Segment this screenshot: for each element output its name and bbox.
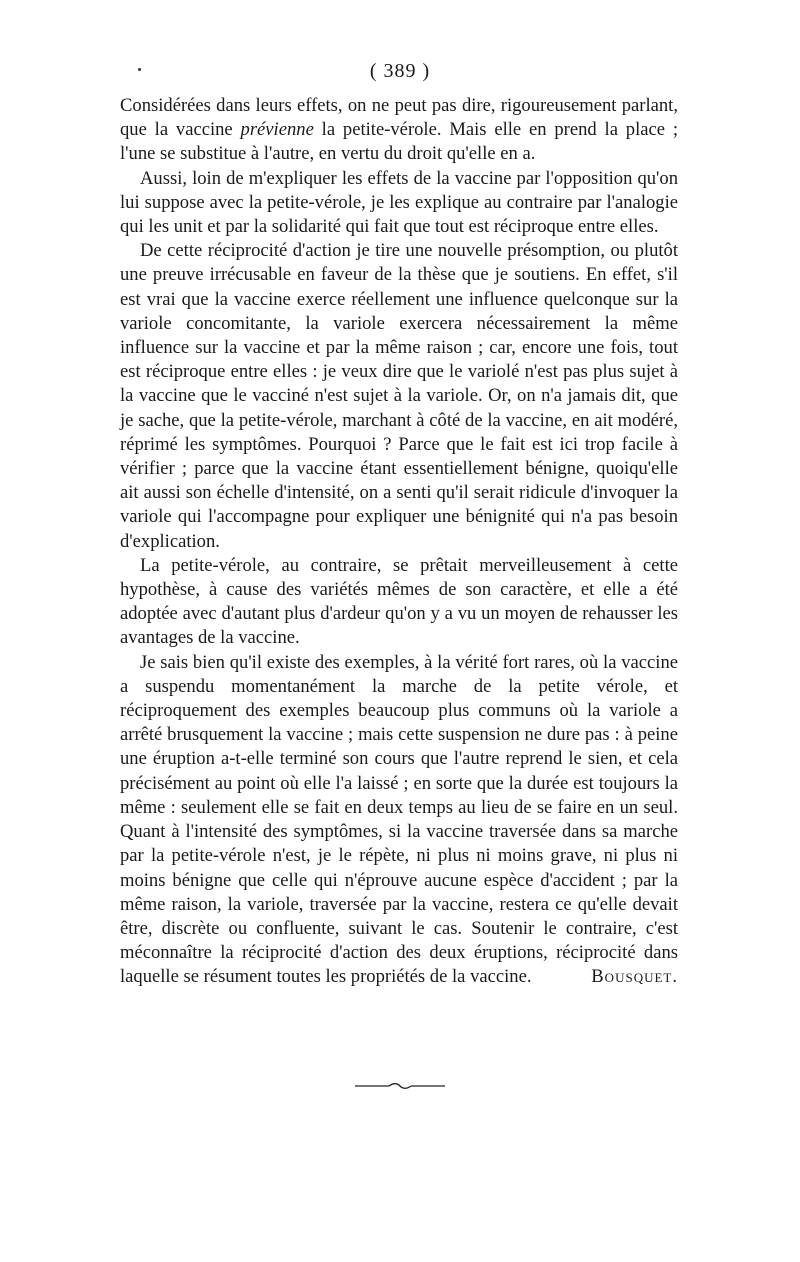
paragraph-1-part-b: la petite-vérole. Mais elle en prend la place ; l'une se substitue à l'autre, en vertu du droit qu'elle en a. — [120, 119, 678, 165]
article-body — [120, 94, 678, 990]
paragraph-3: De cette réciprocité d'action je tire une nouvelle présomption, ou plutôt une preuve irrécusable en faveur de la thèse que je soutiens. En effet, s'il est vrai que la vaccine exerce réellement une influence quelconque sur la variole concomitante, la variole exercera nécessairement la même influence sur la vaccine et par la même raison ; car, encore une fois, tout est réciproque entre elles : je veux dire que le variolé n'est pas plus sujet à la vaccine que le vacciné n'est sujet à la variole. Or, on n'a jamais dit, que je sache, que la petite-vérole, marchant à côté de la vaccine, en ait modéré, réprimé les symptômes. Pourquoi ? Parce que le fait est ici trop facile à vérifier ; parce que la vaccine étant essentiellement bénigne, quoiqu'elle ait aussi son échelle d'intensité, on a senti qu'il serait ridicule d'invoquer la variole qui l'accompagne pour expliquer une bénignité qui n'a pas besoin d'explication. — [120, 240, 678, 552]
page-number: ( 389 ) — [369, 60, 431, 82]
paragraph-1 — [120, 94, 678, 167]
paragraph-2: Aussi, loin de m'expliquer les effets de la vaccine par l'opposition qu'on lui suppose avec la petite-vérole, je les explique au contraire par l'analogie qui les unit et par la solidarité qui fait que tout est réciproque entre elles. — [120, 167, 678, 238]
emphasis-previenne: prévienne — [240, 119, 314, 141]
paragraph-4: La petite-vérole, au contraire, se prêtait merveilleusement à cette hypothèse, à cause des variétés mêmes de son caractère, et elle a été adoptée avec d'autant plus d'ardeur qu'on y a vu un moyen de rehausser les avantages de la vaccine. — [120, 554, 678, 649]
paragraph-5 — [120, 651, 678, 990]
section-divider — [355, 1083, 445, 1089]
paragraph-5-text: Je sais bien qu'il existe des exemples, à la vérité fort rares, où la vaccine a suspendu momentanément la marche de la petite vérole, et réciproquement des exemples beaucoup plus communs où la variole a arrêté brusquement la vaccine ; mais cette suspension ne dure pas : à peine une éruption a-t-elle terminé son cours que l'autre reprend le sien, et cela précisément au point où elle l'a laissé ; en sorte que la durée est toujours la même : seulement elle se fait en deux temps au lieu de se faire en un seul. Quant à l'intensité des symptômes, si la vaccine traversée dans sa marche par la petite-vérole n'est, je le répète, ni plus ni moins grave, ni plus ni moins bénigne que celle qui n'éprouve aucune espèce d'accident ; par la même raison, la variole, traversée par la vaccine, restera ce qu'elle devait être, discrète ou confluente, suivant le cas. Soutenir le contraire, c'est méconnaître la réciprocité d'action des deux éruptions, réciprocité dans laquelle se résument toutes les propriétés de la vaccine. — [120, 651, 678, 988]
paragraph-1-part-a: Considérées dans leurs effets, on ne peut pas dire, rigoureusement parlant, que la vaccine — [120, 95, 678, 141]
author-signature: Bousquet. — [591, 966, 678, 988]
